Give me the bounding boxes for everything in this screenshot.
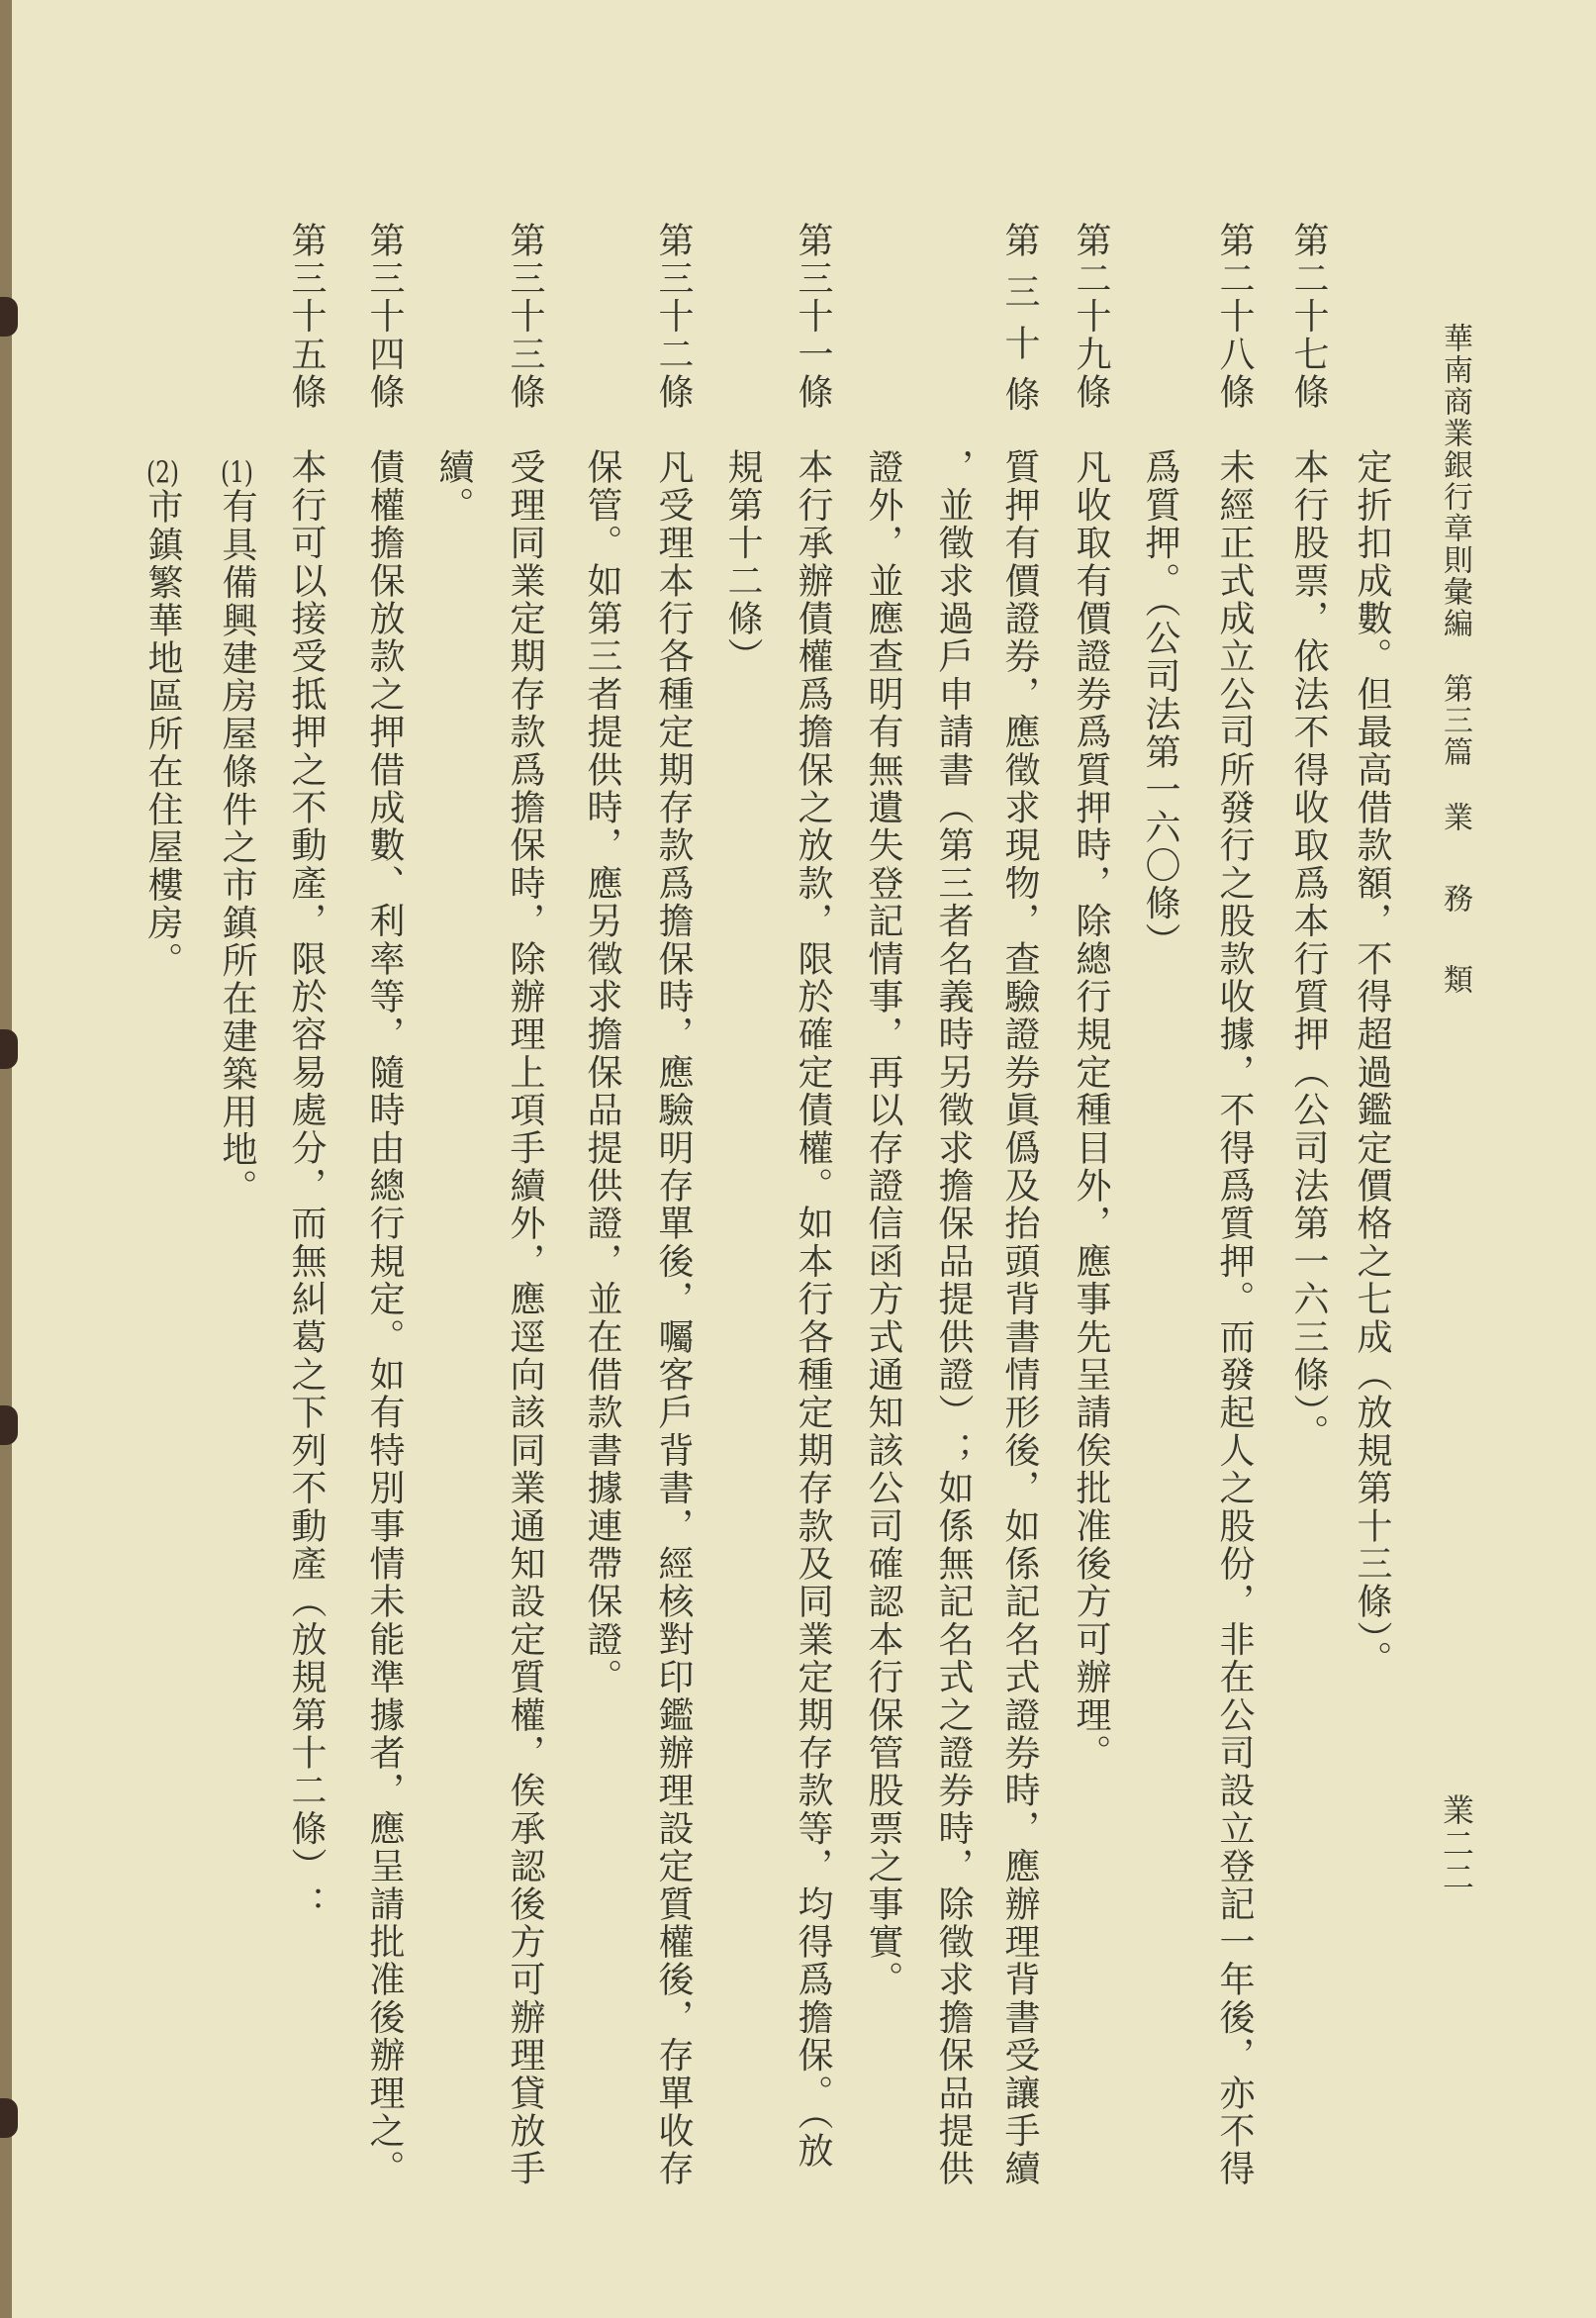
article-text: 證外，並應查明有無遺失登記情事，再以存證信函方式通知該公司確認本行保管股票之事實。	[863, 448, 903, 1999]
part-title: 第三篇	[1438, 673, 1472, 768]
article-label: 第三十五條	[286, 222, 327, 411]
binding-hole	[0, 1405, 18, 1445]
page-number: 業二二	[1438, 1793, 1475, 1894]
article-text: 本行承辦債權爲擔保之放款，限於確定債權。如本行各種定期存款及同業定期存款等，均得爲擔保。（放	[793, 448, 833, 2171]
article-text: 未經正式成立公司所發行之股款收據，不得爲質押。而發起人之股份，非在公司設立登記一年後，亦不得	[1214, 448, 1255, 2188]
article-label: 第二十九條	[1071, 222, 1111, 411]
list-marker: (1)	[221, 458, 253, 488]
article-text: 本行股票，依法不得收取爲本行質押（公司法第一六三條）。	[1288, 448, 1329, 1452]
continuation-text: 定折扣成數。但最高借款額，不得超過鑑定價格之七成（放規第十三條）。	[1352, 448, 1392, 1679]
article-text: 規第十二條）	[722, 448, 763, 676]
article-text: 爲質押。（公司法第一六〇條）	[1140, 448, 1180, 960]
category-char: 類	[1438, 964, 1472, 996]
category-char: 務	[1438, 883, 1472, 915]
list-item	[215, 458, 258, 1207]
article-label: 第 三 十 條	[999, 222, 1040, 414]
article-text: 續。	[433, 448, 474, 525]
binding-hole	[0, 297, 18, 337]
binding-hole	[0, 1029, 18, 1069]
article-text: 凡受理本行各種定期存款爲擔保時，應驗明存單後，囑客戶背書，經核對印鑑辦理設定質權後，存單收存	[653, 448, 694, 2188]
list-marker: (2)	[146, 458, 179, 488]
category-char: 業	[1438, 802, 1472, 833]
article-text: 保管。如第三者提供時，應另徵求擔保品提供證，並在借款書據連帶保證。	[582, 448, 622, 1696]
article-text: 質押有價證券，應徵求現物，查驗證券眞僞及抬頭背書情形後，如係記名式證券時，應辦理背書受讓手續	[999, 448, 1040, 2188]
binding-hole	[0, 2098, 18, 2138]
article-text: 受理同業定期存款爲擔保時，除辦理上項手續外，應逕向該同業通知設定質權，俟承認後方可辦理貸放手	[505, 448, 545, 2188]
article-label: 第三十四條	[364, 222, 405, 411]
article-label: 第二十七條	[1288, 222, 1329, 411]
list-item-text: 市鎮繁華地區所在住屋樓房。	[142, 488, 183, 980]
article-label: 第三十二條	[653, 222, 694, 411]
article-text: 本行可以接受抵押之不動產，限於容易處分，而無糾葛之下列不動產（放規第十二條）：	[286, 448, 327, 1923]
list-item-text: 有具備興建房屋條件之市鎮所在建築用地。	[217, 488, 257, 1207]
list-item	[141, 458, 184, 980]
article-label: 第三十三條	[505, 222, 545, 411]
article-text: ，並徵求過戶申請書（第三者名義時另徵求擔保品提供證）；如係無記名式之證券時，除徵求擔保品提供	[933, 448, 974, 2188]
article-label: 第三十一條	[793, 222, 833, 411]
article-label: 第二十八條	[1214, 222, 1255, 411]
running-header	[1435, 323, 1474, 996]
book-title: 華南商業銀行章則彙編	[1438, 323, 1472, 639]
page-binding-edge	[0, 0, 12, 2318]
article-text: 債權擔保放款之押借成數、利率等，隨時由總行規定。如有特別事情未能準據者，應呈請批准後辦理之。	[364, 448, 405, 2188]
article-text: 凡收取有價證券爲質押時，除總行規定種目外，應事先呈請俟批准後方可辦理。	[1071, 448, 1111, 1772]
